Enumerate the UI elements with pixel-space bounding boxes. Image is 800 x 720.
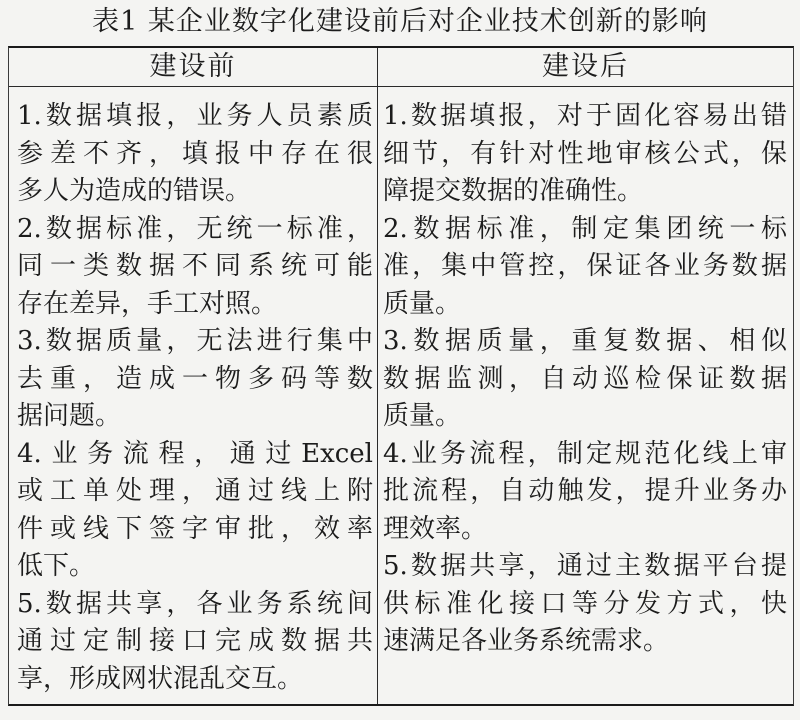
- before-line: 享，形成网状混乱交互。: [17, 663, 304, 694]
- header-rule: [9, 86, 793, 87]
- after-line: 速满足各业务系统需求。: [383, 626, 670, 656]
- before-line: 参差不齐，填报中存在很: [17, 138, 373, 169]
- after-line: 批流程，自动触发，提升业务办: [383, 476, 787, 506]
- after-line: 供标准化接口等分发方式，快: [383, 588, 787, 619]
- after-line: 1.数据填报，对于固化容易出错: [383, 101, 787, 131]
- before-line: 同一类数据不同系统可能: [17, 251, 373, 281]
- before-line: 低下。: [17, 551, 96, 581]
- before-line: 1.数据填报，业务人员素质: [17, 101, 373, 131]
- header-after: 建设后: [542, 51, 629, 82]
- header-before: 建设前: [149, 51, 237, 82]
- before-line: 通过定制接口完成数据共: [17, 626, 373, 656]
- before-line: 5.数据共享，各业务系统间: [17, 588, 373, 619]
- after-line: 数据监测，自动巡检保证数据: [383, 363, 787, 394]
- after-line: 理效率。: [383, 513, 488, 544]
- before-line: 2.数据标准，无统一标准，: [17, 213, 373, 244]
- before-line: 3.数据质量，无法进行集中: [17, 326, 373, 356]
- table-caption: 表1 某企业数字化建设前后对企业技术创新的影响: [92, 6, 708, 37]
- after-line: 细节，有针对性地审核公式，保: [383, 138, 787, 169]
- before-line: 多人为造成的错误。: [17, 176, 252, 206]
- after-line: 质量。: [383, 401, 462, 431]
- after-cell: [383, 98, 787, 661]
- before-cell: [17, 98, 373, 698]
- before-line: 据问题。: [17, 401, 122, 431]
- column-divider: [377, 48, 378, 704]
- before-line: 件或线下签字审批，效率: [17, 513, 373, 544]
- after-line: 4.业务流程，制定规范化线上审: [383, 438, 787, 469]
- after-line: 障提交数据的准确性。: [383, 176, 644, 206]
- before-line: 存在差异，手工对照。: [17, 288, 278, 319]
- before-line: 去重，造成一物多码等数: [17, 363, 373, 394]
- before-line: 4.业务流程，通过Excel: [17, 438, 373, 469]
- after-line: 2.数据标准，制定集团统一标: [383, 213, 787, 244]
- after-line: 5.数据共享，通过主数据平台提: [383, 551, 787, 581]
- before-line: 或工单处理，通过线上附: [17, 476, 373, 506]
- after-line: 质量。: [383, 288, 462, 319]
- after-line: 准，集中管控，保证各业务数据: [383, 251, 787, 281]
- after-line: 3.数据质量，重复数据、相似: [383, 326, 787, 356]
- comparison-table: [8, 46, 794, 706]
